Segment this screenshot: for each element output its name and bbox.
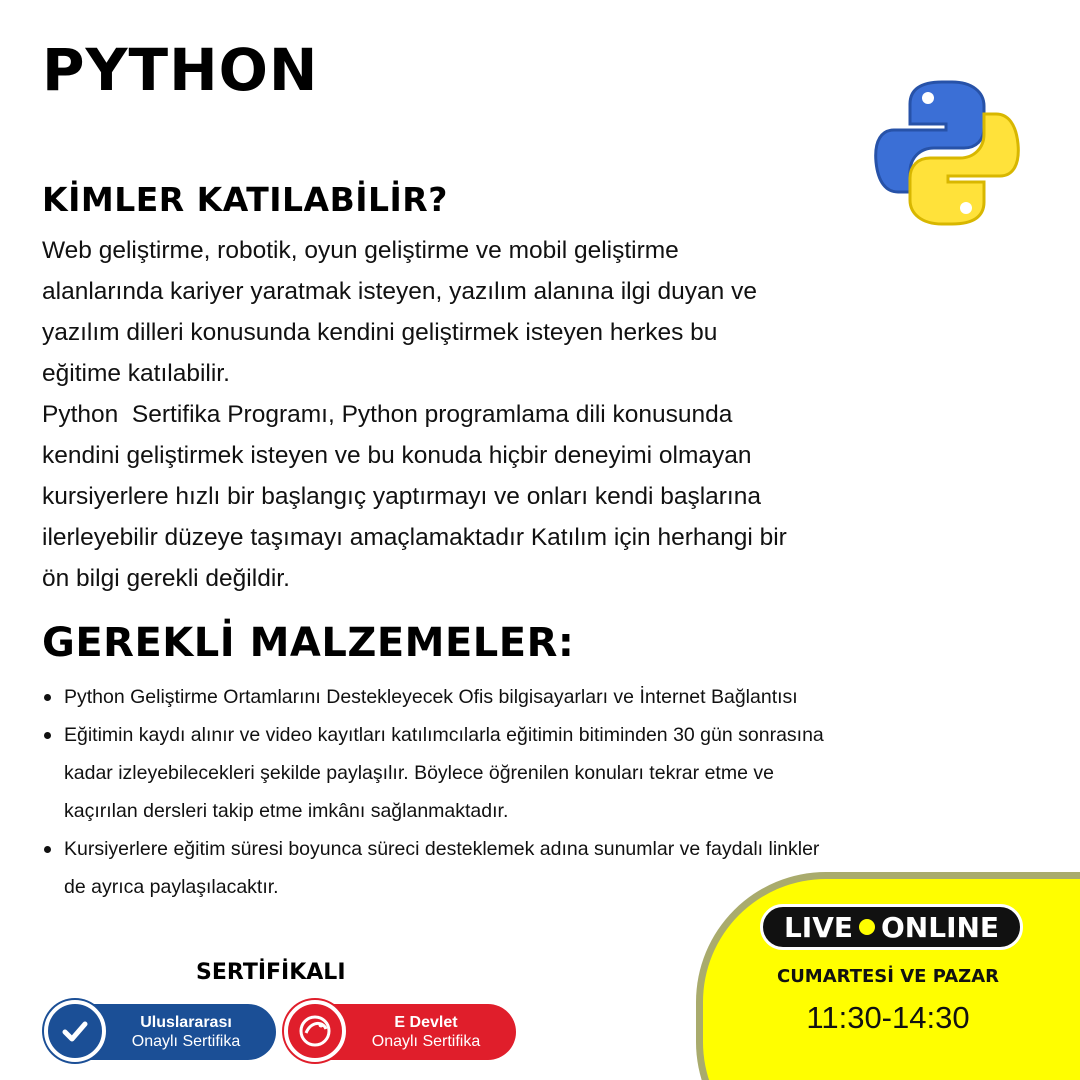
list-item-line: Python Geliştirme Ortamlarını Destekleyecek Ofis bilgisayarları ve İnternet Bağlantısı bbox=[64, 686, 798, 708]
list-item-line: kadar izleyebilecekleri şekilde paylaşılır. Böylece öğrenilen konuları tekrar etme ve bbox=[64, 762, 774, 784]
certificate-label: SERTİFİKALI bbox=[196, 960, 346, 985]
text-line: Python Sertifika Programı, Python programlama dili konusunda bbox=[42, 401, 733, 428]
text-line: alanlarında kariyer yaratmak isteyen, yazılım alanına ilgi duyan ve bbox=[42, 278, 757, 305]
live-online-pill bbox=[760, 904, 1023, 950]
list-item bbox=[42, 678, 1032, 716]
list-item-line: Kursiyerlere eğitim süresi boyunca süreci desteklemek adına sunumlar ve faydalı linkler bbox=[64, 838, 820, 860]
list-item-line: de ayrıca paylaşılacaktır. bbox=[64, 876, 279, 898]
list-item-line: kaçırılan dersleri takip etme imkânı sağlanmaktadır. bbox=[64, 800, 509, 822]
python-logo-icon bbox=[872, 78, 1022, 228]
live-label: LIVE bbox=[783, 910, 853, 944]
badge-subtitle: Onaylı Sertifika bbox=[131, 1033, 241, 1050]
page-title: PYTHON bbox=[42, 36, 319, 104]
checkmark-icon bbox=[44, 1000, 106, 1062]
badge-title: E Devlet bbox=[394, 1014, 458, 1031]
schedule-hours: 11:30-14:30 bbox=[806, 1000, 970, 1035]
who-can-join-text bbox=[42, 230, 947, 599]
e-devlet-logo-icon bbox=[284, 1000, 346, 1062]
text-line: ön bilgi gerekli değildir. bbox=[42, 565, 290, 592]
schedule-days: CUMARTESİ VE PAZAR bbox=[776, 966, 1000, 987]
text-line: ilerleyebilir düzeye taşımayı amaçlamaktadır Katılım için herhangi bir bbox=[42, 524, 787, 551]
badge-title: Uluslararası bbox=[140, 1014, 232, 1031]
text-line: kursiyerlere hızlı bir başlangıç yaptırmayı ve onları kendi başlarına bbox=[42, 483, 761, 510]
text-line: eğitime katılabilir. bbox=[42, 360, 230, 387]
who-can-join-heading: KİMLER KATILABİLİR? bbox=[42, 180, 448, 219]
required-materials-heading: GEREKLİ MALZEMELER: bbox=[42, 620, 575, 666]
text-line: kendini geliştirmek isteyen ve bu konuda hiçbir deneyimi olmayan bbox=[42, 442, 752, 469]
list-item-line: Eğitimin kaydı alınır ve video kayıtları katılımcılarla eğitimin bitiminden 30 gün sonrasına bbox=[64, 724, 824, 746]
text-line: Web geliştirme, robotik, oyun geliştirme ve mobil geliştirme bbox=[42, 237, 679, 264]
badge-subtitle: Onaylı Sertifika bbox=[371, 1033, 481, 1050]
online-label: ONLINE bbox=[881, 910, 1000, 944]
list-item bbox=[42, 716, 1032, 830]
live-dot-icon bbox=[859, 919, 875, 935]
text-line: yazılım dilleri konusunda kendini geliştirmek isteyen herkes bu bbox=[42, 319, 718, 346]
